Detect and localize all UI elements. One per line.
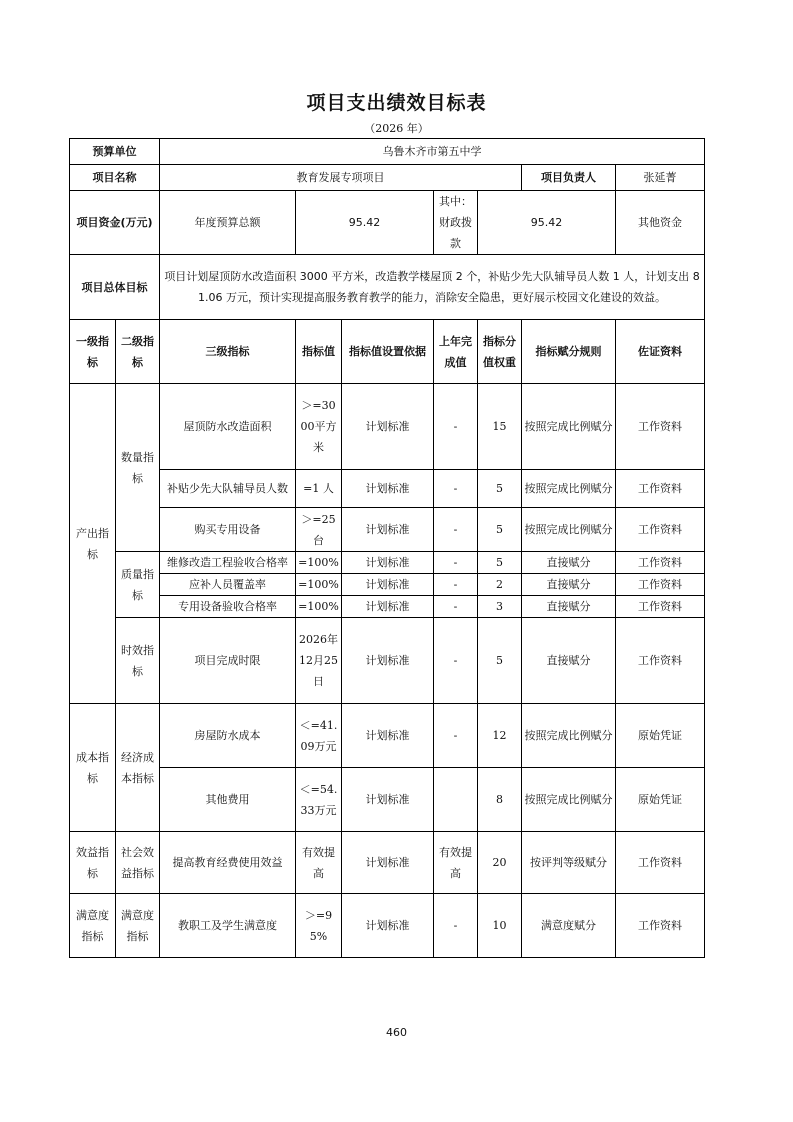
indicator-basis: 计划标准 <box>342 552 434 574</box>
project-name-row <box>70 165 705 191</box>
indicator-last-year <box>434 768 478 832</box>
group-benefit: 效益指标 <box>70 832 116 894</box>
col-level3: 三级指标 <box>160 320 296 384</box>
indicator-rule: 按评判等级赋分 <box>522 832 616 894</box>
indicator-last-year: - <box>434 470 478 508</box>
indicator-name: 屋顶防水改造面积 <box>160 384 296 470</box>
indicator-basis: 计划标准 <box>342 508 434 552</box>
col-level1: 一级指标 <box>70 320 116 384</box>
indicator-evidence: 工作资料 <box>616 384 705 470</box>
indicator-basis: 计划标准 <box>342 832 434 894</box>
year-label: （2026 年） <box>364 122 429 135</box>
fiscal-label: 其中：财政拨款 <box>434 191 478 255</box>
indicator-rule: 按照完成比例赋分 <box>522 508 616 552</box>
group-quality: 质量指标 <box>116 552 160 618</box>
indicator-name: 其他费用 <box>160 768 296 832</box>
indicator-last-year: - <box>434 704 478 768</box>
indicator-rule: 直接赋分 <box>522 596 616 618</box>
col-value: 指标值 <box>296 320 342 384</box>
indicator-weight: 5 <box>478 508 522 552</box>
indicator-last-year: 有效提高 <box>434 832 478 894</box>
indicator-last-year: - <box>434 618 478 704</box>
indicator-name: 应补人员覆盖率 <box>160 574 296 596</box>
indicator-name: 项目完成时限 <box>160 618 296 704</box>
group-economic: 经济成本指标 <box>116 704 160 832</box>
indicator-value: =100% <box>296 552 342 574</box>
indicator-weight: 5 <box>478 618 522 704</box>
indicator-evidence: 工作资料 <box>616 574 705 596</box>
group-output: 产出指标 <box>70 384 116 704</box>
group-cost: 成本指标 <box>70 704 116 832</box>
group-satisfaction: 满意度指标 <box>70 894 116 958</box>
indicator-weight: 5 <box>478 552 522 574</box>
indicator-rule: 按照完成比例赋分 <box>522 470 616 508</box>
table-row <box>70 470 705 508</box>
group-quantity: 数量指标 <box>116 384 160 552</box>
indicator-evidence: 工作资料 <box>616 470 705 508</box>
indicator-basis: 计划标准 <box>342 894 434 958</box>
indicator-name: 房屋防水成本 <box>160 704 296 768</box>
page-title: 项目支出绩效目标表 <box>306 92 487 114</box>
indicator-name: 教职工及学生满意度 <box>160 894 296 958</box>
group-satisfaction-2: 满意度指标 <box>116 894 160 958</box>
table-row <box>70 894 705 958</box>
indicator-basis: 计划标准 <box>342 768 434 832</box>
indicator-rule: 直接赋分 <box>522 552 616 574</box>
indicator-weight: 15 <box>478 384 522 470</box>
fund-row <box>70 191 705 255</box>
indicator-evidence: 工作资料 <box>616 596 705 618</box>
goal-text: 项目计划屋顶防水改造面积 3000 平方米，改造教学楼屋顶 2 个，补贴少先大队辅导员人数 1 人，计划支出 81.06 万元，预计实现提高服务教育教学的能力，消除安全隐患，更好展示校园文化建设的效益。 <box>160 255 705 320</box>
indicator-last-year: - <box>434 596 478 618</box>
column-header-row <box>70 320 705 384</box>
table-row <box>70 384 705 470</box>
col-basis: 指标值设置依据 <box>342 320 434 384</box>
indicator-basis: 计划标准 <box>342 618 434 704</box>
col-weight: 指标分值权重 <box>478 320 522 384</box>
indicator-basis: 计划标准 <box>342 596 434 618</box>
indicator-rule: 满意度赋分 <box>522 894 616 958</box>
col-rule: 指标赋分规则 <box>522 320 616 384</box>
indicator-value: ＜=54.33万元 <box>296 768 342 832</box>
indicator-rule: 直接赋分 <box>522 618 616 704</box>
indicator-last-year: - <box>434 384 478 470</box>
page-number: 460 <box>386 1026 407 1039</box>
indicator-name: 维修改造工程验收合格率 <box>160 552 296 574</box>
goal-row <box>70 255 705 320</box>
indicator-name: 专用设备验收合格率 <box>160 596 296 618</box>
indicator-evidence: 原始凭证 <box>616 768 705 832</box>
table-row <box>70 596 705 618</box>
indicator-basis: 计划标准 <box>342 384 434 470</box>
indicator-name: 补贴少先大队辅导员人数 <box>160 470 296 508</box>
indicator-rule: 按照完成比例赋分 <box>522 384 616 470</box>
indicator-name: 提高教育经费使用效益 <box>160 832 296 894</box>
unit-label: 预算单位 <box>70 139 160 165</box>
indicator-rule: 按照完成比例赋分 <box>522 768 616 832</box>
indicator-last-year: - <box>434 894 478 958</box>
annual-budget-value: 95.42 <box>296 191 434 255</box>
indicator-value: ＞=3000平方米 <box>296 384 342 470</box>
table-row <box>70 768 705 832</box>
indicator-value: 2026年12月25日 <box>296 618 342 704</box>
performance-table <box>69 138 705 958</box>
indicator-weight: 2 <box>478 574 522 596</box>
project-name-value: 教育发展专项项目 <box>160 165 522 191</box>
unit-row <box>70 139 705 165</box>
table-row <box>70 832 705 894</box>
col-last-year: 上年完成值 <box>434 320 478 384</box>
indicator-rule: 按照完成比例赋分 <box>522 704 616 768</box>
indicator-evidence: 工作资料 <box>616 832 705 894</box>
indicator-value: ＜=41.09万元 <box>296 704 342 768</box>
manager-value: 张延菁 <box>616 165 705 191</box>
indicator-last-year: - <box>434 574 478 596</box>
indicator-evidence: 工作资料 <box>616 894 705 958</box>
fiscal-value: 95.42 <box>478 191 616 255</box>
other-funds-label: 其他资金 <box>616 191 705 255</box>
indicator-value: ＞=95% <box>296 894 342 958</box>
indicator-weight: 3 <box>478 596 522 618</box>
col-level2: 二级指标 <box>116 320 160 384</box>
indicator-evidence: 工作资料 <box>616 552 705 574</box>
fund-label: 项目资金(万元) <box>70 191 160 255</box>
goal-label: 项目总体目标 <box>70 255 160 320</box>
group-social: 社会效益指标 <box>116 832 160 894</box>
unit-value: 乌鲁木齐市第五中学 <box>160 139 705 165</box>
indicator-name: 购买专用设备 <box>160 508 296 552</box>
manager-label: 项目负责人 <box>522 165 616 191</box>
indicator-weight: 5 <box>478 470 522 508</box>
indicator-last-year: - <box>434 552 478 574</box>
col-evidence: 佐证资料 <box>616 320 705 384</box>
indicator-evidence: 工作资料 <box>616 508 705 552</box>
indicator-value: ＞=25台 <box>296 508 342 552</box>
table-row <box>70 552 705 574</box>
table-row <box>70 618 705 704</box>
indicator-weight: 20 <box>478 832 522 894</box>
indicator-value: =100% <box>296 596 342 618</box>
indicator-value: =100% <box>296 574 342 596</box>
group-timeliness: 时效指标 <box>116 618 160 704</box>
table-row <box>70 574 705 596</box>
indicator-basis: 计划标准 <box>342 470 434 508</box>
project-name-label: 项目名称 <box>70 165 160 191</box>
indicator-weight: 12 <box>478 704 522 768</box>
indicator-value: 有效提高 <box>296 832 342 894</box>
indicator-value: =1 人 <box>296 470 342 508</box>
indicator-last-year: - <box>434 508 478 552</box>
table-row <box>70 704 705 768</box>
indicator-evidence: 原始凭证 <box>616 704 705 768</box>
indicator-basis: 计划标准 <box>342 704 434 768</box>
table-row <box>70 508 705 552</box>
annual-budget-label: 年度预算总额 <box>160 191 296 255</box>
indicator-basis: 计划标准 <box>342 574 434 596</box>
indicator-weight: 8 <box>478 768 522 832</box>
indicator-weight: 10 <box>478 894 522 958</box>
indicator-evidence: 工作资料 <box>616 618 705 704</box>
indicator-rule: 直接赋分 <box>522 574 616 596</box>
